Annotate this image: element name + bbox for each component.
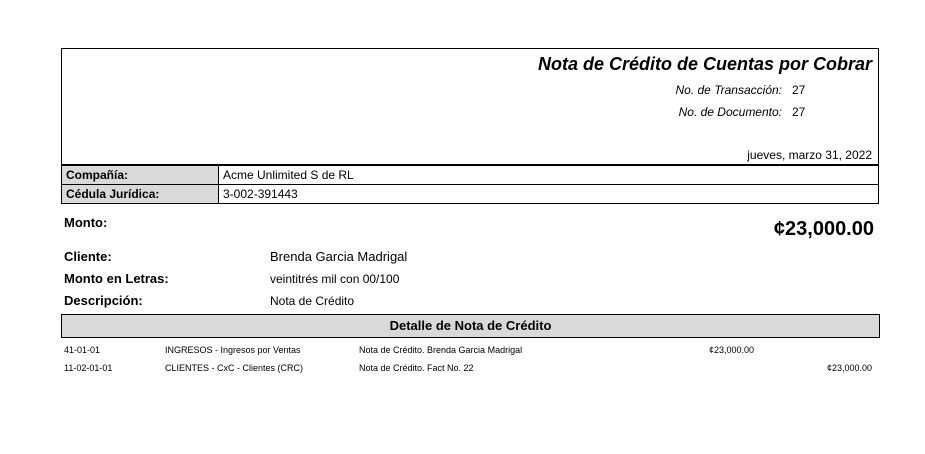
client-label: Cliente: (64, 249, 112, 264)
amount-label: Monto: (64, 215, 108, 230)
legal-id-label: Cédula Jurídica: (62, 185, 219, 204)
description-value: Nota de Crédito (270, 294, 355, 308)
amount-value: ¢23,000.00 (773, 218, 874, 240)
company-value: Acme Unlimited S de RL (219, 166, 879, 185)
detail-account-name: CLIENTES - CxC - Clientes (CRC) (165, 363, 304, 373)
transaction-number-label: No. de Transacción: (675, 83, 782, 97)
detail-description: Nota de Crédito. Brenda Garcia Madrigal (359, 345, 523, 355)
detail-account-name: INGRESOS - Ingresos por Ventas (165, 345, 301, 355)
description-label: Descripción: (64, 293, 143, 308)
detail-debit: ¢23,000.00 (709, 345, 755, 355)
detail-account: 41-01-01 (64, 345, 101, 355)
detail-account: 11-02-01-01 (64, 363, 113, 373)
amount-in-words-label: Monto en Letras: (64, 271, 169, 286)
detail-row (0, 363, 925, 375)
company-row (62, 166, 879, 185)
report-date: jueves, marzo 31, 2022 (747, 148, 872, 162)
detail-row (0, 345, 925, 357)
document-title: Nota de Crédito de Cuentas por Cobrar (537, 54, 872, 74)
report-header (61, 48, 879, 165)
amount-in-words-value: veintitrés mil con 00/100 (270, 272, 400, 286)
detail-description: Nota de Crédito. Fact No. 22 (359, 363, 474, 373)
client-value: Brenda Garcia Madrigal (270, 249, 408, 264)
transaction-number-value: 27 (792, 83, 806, 97)
document-number-value: 27 (792, 105, 806, 119)
detail-credit: ¢23,000.00 (826, 363, 872, 373)
legal-id-value: 3-002-391443 (219, 185, 879, 204)
legal-id-row (62, 185, 879, 204)
document-number-label: No. de Documento: (678, 105, 782, 119)
company-label: Compañía: (62, 166, 219, 185)
company-info-table (61, 165, 879, 204)
detail-section-title: Detalle de Nota de Crédito (61, 314, 880, 338)
